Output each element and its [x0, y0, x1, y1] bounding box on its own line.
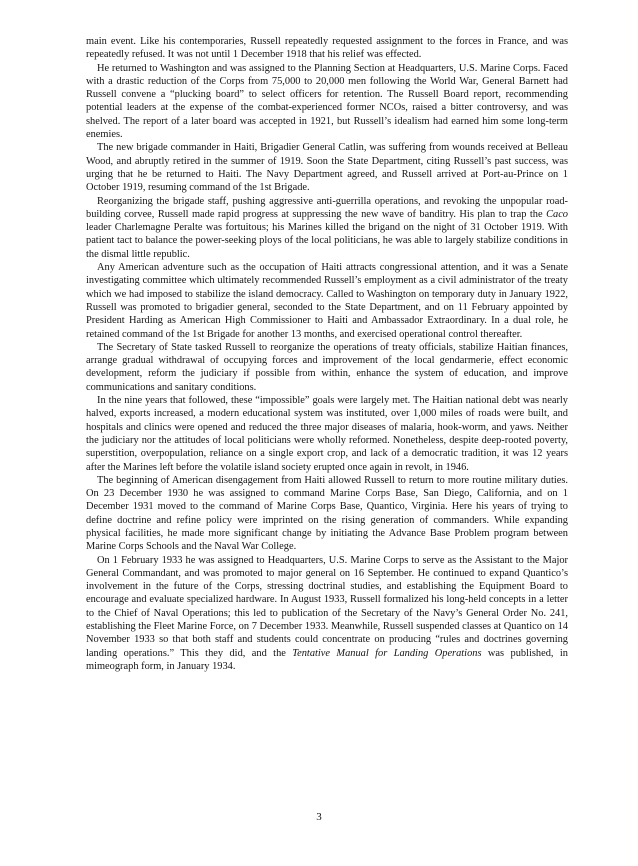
- paragraph-8: The beginning of American disengagement from Haiti allowed Russell to return to more routine military duties. On 23 December 1930 he was assigned to command Marine Corps Base, San Diego, California, and on 1 December 1931 moved to the command of Marine Corps Base, Quantico, Virginia. Here his years of trying to define doctrine and refine policy were imprinted on the rising generation of commanders. While expanding physical facilities, he made more significant change by initiating the Advance Base Problem program between Marine Corps Schools and the Naval War College.: [86, 474, 568, 553]
- paragraph-4: Reorganizing the brigade staff, pushing aggressive anti-guerrilla operations, and revoking the unpopular road-building corvee, Russell made rapid progress at suppressing the new wave of banditry. His plan to trap the Caco leader Charlemagne Peralte was fortuitous; his Marines killed the brigand on the night of 31 October 1919. With patient tact to balance the power-seeking ploys of the local politicians, he was able to largely stabilize conditions in the dismal little republic.: [86, 195, 568, 260]
- document-body: [86, 35, 568, 673]
- paragraph-1: main event. Like his contemporaries, Russell repeatedly requested assignment to the forces in France, and was repeatedly refused. It was not until 1 December 1918 that his relief was effected.: [86, 36, 568, 61]
- italic-term: Caco: [546, 208, 568, 220]
- paragraph-7: In the nine years that followed, these “impossible” goals were largely met. The Haitian national debt was nearly halved, exports increased, a modern educational system was instituted, over 1,000 miles of roads were built, and hospitals and clinics were opened and reduced the three major diseases of malaria, hook-worm, and yaws. Neither the judiciary nor the attitudes of local politicians were wholly reformed. Nonetheless, despite deep-rooted poverty, superstition, overpopulation, reliance on a single export crop, and lack of a democratic tradition, it was 12 years after the Marines left before the volatile island society erupted once again in revolt, in 1946.: [86, 395, 568, 473]
- paragraph-5: Any American adventure such as the occupation of Haiti attracts congressional attention, and it was a Senate investigating committee which ultimately recommended Russell’s employment as a civil administrator of the treaty which we had imposed to stabilize the island democracy. Called to Washington on temporary duty in January 1922, Russell was promoted to brigadier general, seconded to the State Department, and on 11 February appointed by President Harding as American High Commissioner to Haiti and Ambassador Extraordinary. In a dual role, he retained command of the 1st Brigade for another 13 months, and exercised operational control thereafter.: [86, 262, 568, 340]
- paragraph-6: The Secretary of State tasked Russell to reorganize the operations of treaty officials, stabilize Haitian finances, arrange gradual withdrawal of occupying forces and improvement of the local gendarmerie, effect economic development, reform the judiciary if possible from within, enhance the system of education, and improve communications and sanitary conditions.: [86, 341, 568, 393]
- page-number: 3: [316, 811, 322, 823]
- paragraph-9: On 1 February 1933 he was assigned to Headquarters, U.S. Marine Corps to serve as the Assistant to the Major General Commandant, and was promoted to major general on 16 September. He continued to expand Quantico’s involvement in the future of the Corps, stressing doctrinal studies, and establishing the Equipment Board to encourage and evaluate specialized hardware. In August 1933, Russell formalized his long-held concepts in a letter to the Chief of Naval Operations; this led to publication of the Secretary of the Navy’s General Order No. 241, establishing the Fleet Marine Force, on 7 December 1933. Meanwhile, Russell suspended classes at Quantico on 14 November 1933 so that both staff and students could concentrate on producing “rules and doctrines governing landing operations.” This they did, and the Tentative Manual for Landing Operations was published, in mimeograph form, in January 1934.: [86, 554, 568, 672]
- paragraph-2: He returned to Washington and was assigned to the Planning Section at Headquarters, U.S. Marine Corps. Faced with a drastic reduction of the Corps from 75,000 to 20,000 men following the World War, General Barnett had Russell convene a “plucking board” to select officers for retention. The Russell Board report, recommending potential leaders at the expense of the combat-experienced former NCOs, raised a bitter controversy, and was shelved. The report of a later board was accepted in 1921, but Russell’s idealism had earned him some long-term enemies.: [86, 62, 568, 141]
- paragraph-3: The new brigade commander in Haiti, Brigadier General Catlin, was suffering from wounds received at Belleau Wood, and abruptly retired in the summer of 1919. Soon the State Department, citing Russell’s past success, was urging that he be returned to Haiti. The Navy Department agreed, and Russell arrived at Port-au-Prince on 1 October 1919, resuming command of the 1st Brigade.: [86, 142, 568, 194]
- italic-title: Tentative Manual for Landing Operations: [292, 647, 482, 659]
